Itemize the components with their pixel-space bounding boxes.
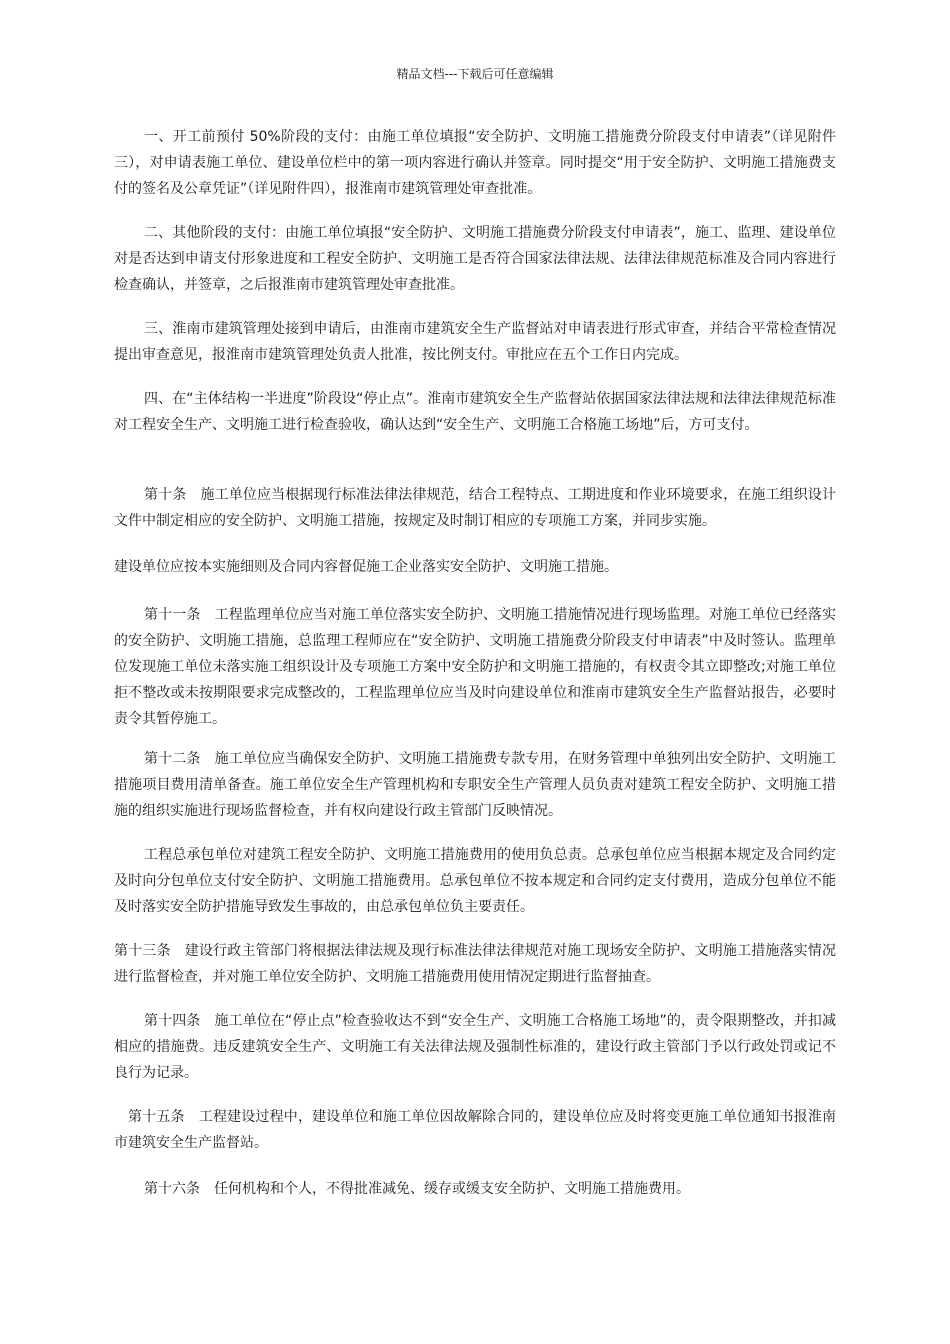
paragraph-6: 建设单位应按本实施细则及合同内容督促施工企业落实安全防护、文明施工措施。 xyxy=(114,559,618,575)
paragraph-3: 三、淮南市建筑管理处接到申请后，由淮南市建筑安全生产监督站对申请表进行形式审查，并结合平常检查情况提出审查意见，报淮南市建筑管理处负责人批准，按比例支付。审批应在五个工作日内完成。 xyxy=(114,321,836,363)
paragraph-10: 第十三条 建设行政主管部门将根据法律法规及现行标准法律法律规范对施工现场安全防护、文明施工措施落实情况进行监督检查，并对施工单位安全防护、文明施工措施费用使用情况定期进行监督抽查。 xyxy=(114,943,836,985)
paragraph-2: 二、其他阶段的支付：由施工单位填报“安全防护、文明施工措施费分阶段支付申请表”，施工、监理、建设单位对是否达到申请支付形象进度和工程安全防护、文明施工是否符合国家法律法规、法律法律规范标准及合同内容进行检查确认，并签章，之后报淮南市建筑管理处审查批准。 xyxy=(114,225,836,293)
paragraph-1: 一、开工前预付 50%阶段的支付：由施工单位填报“安全防护、文明施工措施费分阶段支付申请表”（详见附件三），对申请表施工单位、建设单位栏中的第一项内容进行确认并签章。同时提交“用于安全防护、文明施工措施费支付的签名及公章凭证”（详见附件四），报淮南市建筑管理处审查批准。 xyxy=(114,129,836,197)
paragraph-4: 四、在“主体结构一半进度”阶段设“停止点”。淮南市建筑安全生产监督站依据国家法律法规和法律法律规范标准对工程安全生产、文明施工进行检查验收，确认达到“安全生产、文明施工合格施工场地”后，方可支付。 xyxy=(114,391,836,433)
paragraph-12: 第十五条 工程建设过程中，建设单位和施工单位因故解除合同的，建设单位应及时将变更施工单位通知书报淮南市建筑安全生产监督站。 xyxy=(114,1109,836,1151)
paragraph-13: 第十六条 任何机构和个人，不得批准减免、缓存或缓支安全防护、文明施工措施费用。 xyxy=(144,1181,690,1197)
page-header: 精品文档---下载后可任意编辑 xyxy=(396,67,554,81)
paragraph-8: 第十二条 施工单位应当确保安全防护、文明施工措施费专款专用，在财务管理中单独列出安全防护、文明施工措施项目费用清单备查。施工单位安全生产管理机构和专职安全生产管理人员负责对建筑工程安全防护、文明施工措施的组织实施进行现场监督检查，并有权向建设行政主管部门反映情况。 xyxy=(114,751,836,819)
paragraph-9: 工程总承包单位对建筑工程安全防护、文明施工措施费用的使用负总责。总承包单位应当根据本规定及合同约定及时向分包单位支付安全防护、文明施工措施费用。总承包单位不按本规定和合同约定支付费用，造成分包单位不能及时落实安全防护措施导致发生事故的，由总承包单位负主要责任。 xyxy=(114,847,836,915)
paragraph-5: 第十条 施工单位应当根据现行标准法律法律规范，结合工程特点、工期进度和作业环境要求，在施工组织设计文件中制定相应的安全防护、文明施工措施，按规定及时制订相应的专项施工方案，并同步实施。 xyxy=(114,487,836,529)
paragraph-7: 第十一条 工程监理单位应当对施工单位落实安全防护、文明施工措施情况进行现场监理。对施工单位已经落实的安全防护、文明施工措施，总监理工程师应在“安全防护、文明施工措施费分阶段支付申请表”中及时签认。监理单位发现施工单位未落实施工组织设计及专项施工方案中安全防护和文明施工措施的，有权责令其立即整改;对施工单位拒不整改或未按期限要求完成整改的，工程监理单位应当及时向建设单位和淮南市建筑安全生产监督站报告，必要时责令其暂停施工。 xyxy=(114,607,836,727)
paragraph-11: 第十四条 施工单位在“停止点”检查验收达不到“安全生产、文明施工合格施工场地”的，责令限期整改，并扣减相应的措施费。违反建筑安全生产、文明施工有关法律法规及强制性标准的，建设行政主管部门予以行政处罚或记不良行为记录。 xyxy=(114,1013,836,1081)
